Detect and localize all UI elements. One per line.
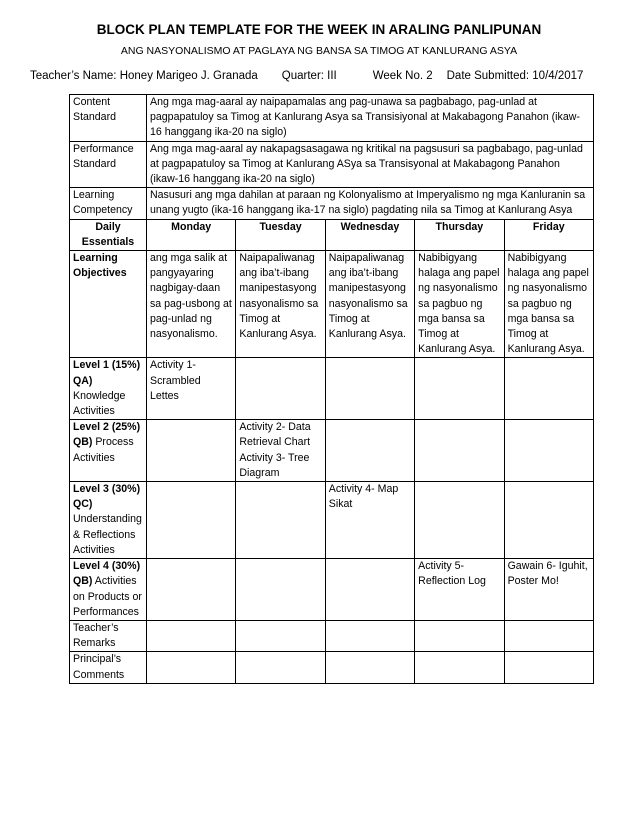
- comments-cell: [504, 652, 593, 683]
- remarks-cell: [236, 620, 325, 651]
- objective-cell: ang mga salik at pangyayaring nagbigay-daan sa pag-usbong at pag-unlad ng nasyonalismo.: [147, 251, 236, 358]
- daily-essentials-header: Daily Essentials: [70, 219, 147, 250]
- level-4-row: [70, 559, 594, 621]
- comments-cell: [147, 652, 236, 683]
- activity-cell: Gawain 6- Iguhit, Poster Mo!: [504, 559, 593, 621]
- remarks-cell: [325, 620, 414, 651]
- level-label-bold: Level 2 (25%) QB): [73, 421, 141, 449]
- week-number: Week No. 2: [372, 70, 433, 82]
- day-header: Wednesday: [325, 219, 414, 250]
- activity-cell: [504, 482, 593, 559]
- teacher-remarks-row: [70, 620, 594, 651]
- performance-standard-text: Ang mga mag-aaral ay nakapagsasagawa ng kritikal na pagsusuri sa pagbabago, pag-unlad at pagpapatuloy sa Timog at Kanlurang ASya sa Transisyonal at Makabagong Panahon (ikaw-16 hanggang ika-20 na siglo): [147, 141, 594, 188]
- level-3-row: [70, 482, 594, 559]
- meta-line: [30, 70, 620, 82]
- teacher-name: Teacher’s Name: Honey Marigeo J. Granada: [30, 70, 258, 82]
- learning-competency-row: [70, 188, 594, 219]
- level-2-row: [70, 420, 594, 482]
- level-label-bold: Level 3 (30%) QC): [73, 483, 141, 511]
- comments-cell: [236, 652, 325, 683]
- level-1-row: [70, 358, 594, 420]
- level-label: [70, 420, 147, 482]
- objective-cell: Naipapaliwanag ang iba’t-ibang manipestasyong nasyonalismo sa Timog at Kanlurang Asya.: [236, 251, 325, 358]
- day-header: Monday: [147, 219, 236, 250]
- comments-cell: [325, 652, 414, 683]
- principal-comments-row: [70, 652, 594, 683]
- activity-cell: Activity 1- Scrambled Lettes: [147, 358, 236, 420]
- remarks-cell: [504, 620, 593, 651]
- day-header: Thursday: [415, 219, 504, 250]
- objective-cell: Nabibigyang halaga ang papel ng nasyonalismo sa pagbuo ng mga bansa sa Timog at Kanlurang Asya.: [504, 251, 593, 358]
- level-label-text: Understanding & Reflections Activities: [73, 513, 142, 556]
- activity-cell: [325, 420, 414, 482]
- remarks-cell: [415, 620, 504, 651]
- content-standard-label: Content Standard: [70, 95, 147, 142]
- days-header-row: [70, 219, 594, 250]
- activity-cell: [236, 482, 325, 559]
- activity-cell: [147, 420, 236, 482]
- performance-standard-row: [70, 141, 594, 188]
- day-header: Friday: [504, 219, 593, 250]
- activity-cell: [147, 482, 236, 559]
- principal-comments-label: Principal’s Comments: [70, 652, 147, 683]
- comments-cell: [415, 652, 504, 683]
- activity-cell: [415, 482, 504, 559]
- page-subtitle: ANG NASYONALISMO AT PAGLAYA NG BANSA SA TIMOG AT KANLURANG ASYA: [120, 45, 518, 57]
- learning-competency-text: Nasusuri ang mga dahilan at paraan ng Kolonyalismo at Imperyalismo ng mga Kanluranin sa unang yugto (ika-16 hanggang ika-17 na siglo) pagdating nila sa Timog at Kanlurang Asya: [147, 188, 594, 219]
- level-label-bold: Level 4 (30%) QB): [73, 560, 141, 588]
- activity-cell: [147, 559, 236, 621]
- level-label-text: Knowledge Activities: [73, 389, 126, 418]
- teacher-remarks-label: Teacher’s Remarks: [70, 620, 147, 651]
- date-submitted: Date Submitted: 10/4/2017: [446, 70, 584, 82]
- performance-standard-label: Performance Standard: [70, 141, 147, 188]
- activity-cell: Activity 4- Map Sikat: [325, 482, 414, 559]
- activity-cell: [415, 358, 504, 420]
- activity-cell: [325, 559, 414, 621]
- day-header: Tuesday: [236, 219, 325, 250]
- content-standard-row: [70, 95, 594, 142]
- level-label: [70, 482, 147, 559]
- objective-cell: Nabibigyang halaga ang papel ng nasyonalismo sa pagbuo ng mga bansa sa Timog at Kanlurang Asya.: [415, 251, 504, 358]
- learning-objectives-label: Learning Objectives: [70, 251, 147, 358]
- remarks-cell: [147, 620, 236, 651]
- activity-cell: [325, 358, 414, 420]
- quarter: Quarter: III: [281, 70, 337, 82]
- activity-cell: [236, 559, 325, 621]
- activity-cell: Activity 2- Data Retrieval Chart Activity 3- Tree Diagram: [236, 420, 325, 482]
- block-plan-table: [69, 94, 594, 684]
- activity-cell: [415, 420, 504, 482]
- level-label: [70, 358, 147, 420]
- activity-cell: [236, 358, 325, 420]
- content-standard-text: Ang mga mag-aaral ay naipapamalas ang pag-unawa sa pagbabago, pag-unlad at pagpapatuloy sa Timog at Kanlurang Asya sa Transisiyonal at Makabagong Panahon (ikaw-16 hanggang ika-20 na siglo): [147, 95, 594, 142]
- level-label-text: Process Activities: [73, 436, 134, 464]
- learning-competency-label: Learning Competency: [70, 188, 147, 219]
- learning-objectives-row: [70, 251, 594, 358]
- objective-cell: Naipapaliwanag ang iba’t-ibang manipestasyong nasyonalismo sa Timog at Kanlurang Asya.: [325, 251, 414, 358]
- activity-cell: [504, 420, 593, 482]
- activity-cell: [504, 358, 593, 420]
- level-label-bold: Level 1 (15%) QA): [73, 359, 141, 387]
- level-label: [70, 559, 147, 621]
- activity-cell: Activity 5- Reflection Log: [415, 559, 504, 621]
- page-title: BLOCK PLAN TEMPLATE FOR THE WEEK IN ARALING PANLIPUNAN: [96, 22, 542, 37]
- level-label-text: Activities on Products or Performances: [73, 575, 142, 618]
